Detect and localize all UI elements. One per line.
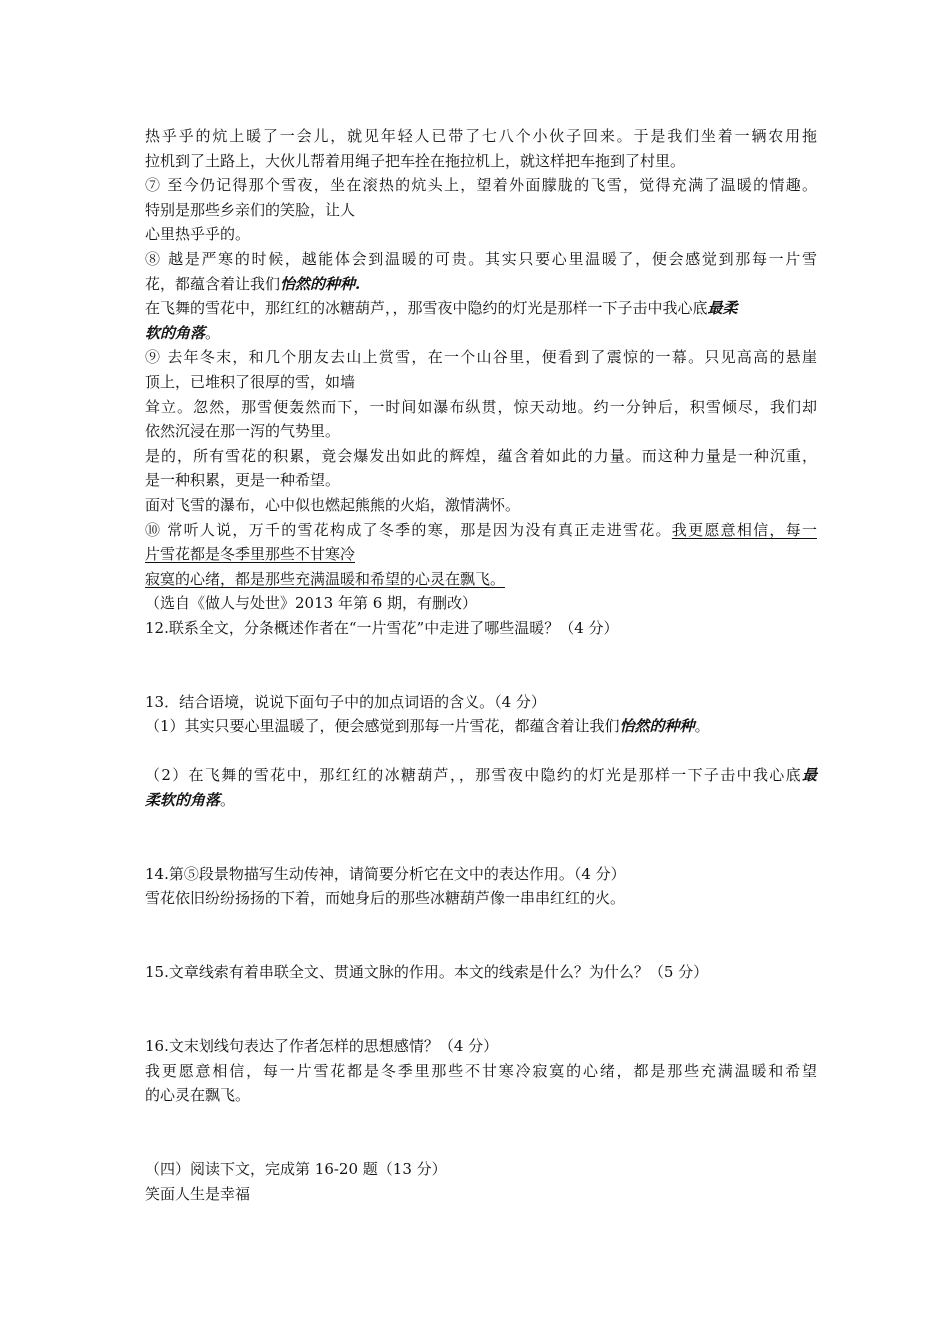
text-line: 心里热乎乎的。 (145, 225, 251, 244)
text-line (145, 542, 817, 567)
question-13-part-1 (145, 714, 817, 739)
text-line: 是一种积累，更是一种希望。 (145, 471, 341, 490)
answer-space (145, 640, 817, 689)
source-citation: （选自《做人与处世》2013 年第 6 期，有删改） (145, 594, 478, 613)
answer-space (145, 911, 817, 960)
emphasized-text: 怡然的种种 (280, 274, 356, 293)
text-line: 拉机到了土路上，大伙儿帮着用绳子把车拴在拖拉机上，就这样把车拖到了村里。 (145, 151, 686, 170)
text-span: （1）其实只要心里温暖了，便会感觉到那每一片雪花，都蕴含着让我们 (145, 717, 620, 736)
underlined-text: 寂寞的心绪，都是那些充满温暖和希望的心灵在飘飞。 (145, 569, 506, 588)
text-line: ⑦ 至今仍记得那个雪夜，坐在滚热的炕头上，望着外面朦胧的飞雪，觉得充满了温暖的情趣。 (145, 176, 817, 195)
answer-space (145, 739, 817, 764)
text-line (145, 567, 817, 592)
text-span: ⑩ 常听人说，万千的雪花构成了冬季的寒，那是因为没有真正走进雪花。 (145, 520, 672, 539)
text-line: ⑨ 去年冬末，和几个朋友去山上赏雪，在一个山谷里，便看到了震惊的一幕。只见高高的悬崖 (145, 348, 817, 367)
answer-space (145, 985, 817, 1034)
text-line (145, 788, 817, 813)
text-line (145, 321, 817, 346)
question-12: 12.联系全文，分条概述作者在“一片雪花”中走进了哪些温暖？（4 分） (145, 618, 619, 637)
text-line: ⑧ 越是严寒的时候，越能体会到温暖的可贵。其实只要心里温暖了，便会感觉到那每一片雪 (145, 249, 817, 268)
answer-space (145, 813, 817, 862)
text-line: 顶上，已堆积了很厚的雪，如墙 (145, 372, 356, 391)
text-span: 。 (694, 717, 710, 736)
text-line: 面对飞雪的瀑布，心中似也燃起熊熊的火焰，激情满怀。 (145, 495, 521, 514)
emphasized-text: 柔软的角落 (145, 791, 221, 810)
text-span: 。 (220, 791, 236, 810)
text-line (145, 272, 817, 297)
section-heading: （四）阅读下文，完成第 16-20 题（13 分） (145, 1159, 447, 1178)
article-title: 笑面人生是幸福 (145, 1184, 251, 1203)
text-line (145, 518, 817, 543)
underlined-text: 我更愿意相信，每一 (671, 520, 817, 539)
text-span: . (355, 274, 361, 293)
quoted-sentence: 我更愿意相信，每一片雪花都是冬季里那些不甘寒冷寂寞的心绪，都是那些充满温暖和希望 (145, 1061, 817, 1080)
text-line: 特别是那些乡亲们的笑脸，让人 (145, 200, 356, 219)
emphasized-text: 软的角落 (145, 323, 206, 342)
answer-space (145, 1108, 817, 1157)
text-line: 是的，所有雪花的积累，竟会爆发出如此的辉煌，蕴含着如此的力量。而这种力量是一种沉重， (145, 446, 817, 465)
text-span: 在飞舞的雪花中，那红红的冰糖葫芦，，那雪夜中隐约的灯光是那样一下子击中我心底 (145, 299, 708, 318)
text-span: 。 (205, 323, 221, 342)
text-line: 耸立。忽然，那雪便轰然而下，一时间如瀑布纵贯，惊天动地。约一分钟后，积雪倾尽，我们却 (145, 397, 817, 416)
text-line (145, 296, 817, 321)
question-16: 16.文末划线句表达了作者怎样的思想感情？（4 分） (145, 1036, 499, 1055)
question-15: 15.文章线索有着串联全文、贯通文脉的作用。本文的线索是什么？为什么？（5 分） (145, 963, 709, 982)
question-14: 14.第⑤段景物描写生动传神，请简要分析它在文中的表达作用。（4 分） (145, 864, 626, 883)
text-line: 依然沉浸在那一泻的气势里。 (145, 422, 341, 441)
document-body (145, 124, 817, 1206)
text-line: 热乎乎的炕上暖了一会儿，就见年轻人已带了七八个小伙子回来。于是我们坐着一辆农用拖 (145, 127, 817, 145)
emphasized-text: 最柔 (707, 299, 738, 318)
quoted-sentence: 雪花依旧纷纷扬扬的下着，而她身后的那些冰糖葫芦像一串串红红的火。 (145, 889, 626, 908)
question-13-part-2 (145, 763, 817, 788)
emphasized-text: 怡然的种种 (619, 717, 695, 736)
emphasized-text: 最 (801, 766, 817, 785)
text-span: （2）在飞舞的雪花中，那红红的冰糖葫芦，，那雪夜中隐约的灯光是那样一下子击中我心底 (145, 766, 802, 785)
text-line: 的心灵在飘飞。 (145, 1086, 251, 1105)
text-span: 花，都蕴含着让我们 (145, 274, 281, 293)
underlined-text: 片雪花都是冬季里那些不甘寒冷 (145, 545, 356, 564)
question-13: 13．结合语境，说说下面句子中的加点词语的含义。（4 分） (145, 692, 546, 711)
